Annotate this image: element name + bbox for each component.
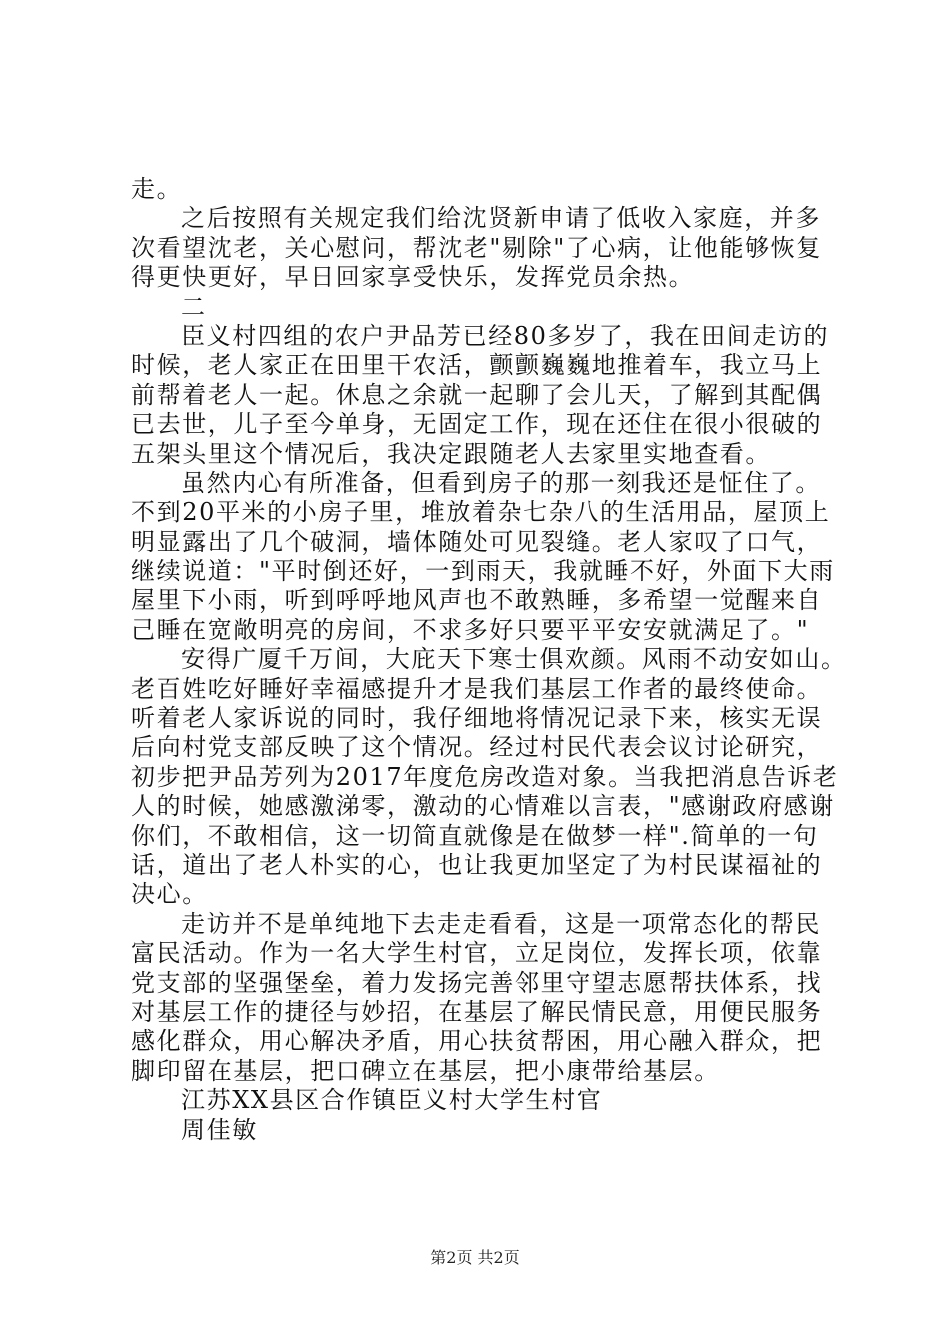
document-body — [131, 175, 847, 1145]
text-line: 前帮着老人一起。休息之余就一起聊了会儿天，了解到其配偶 — [131, 380, 823, 409]
text-line: 初步把尹品芳列为2017年度危房改造对象。当我把消息告诉老 — [131, 762, 839, 791]
text-line: 五架头里这个情况后，我决定跟随老人去家里实地查看。 — [131, 439, 771, 468]
text-line: 感化群众，用心解决矛盾，用心扶贫帮困，用心融入群众，把 — [131, 1027, 823, 1056]
text-line: 走。 — [131, 175, 183, 203]
text-line: 明显露出了几个破洞，墙体随处可见裂缝。老人家叹了口气， — [131, 527, 823, 556]
text-line: 决心。 — [131, 880, 208, 909]
text-line: 虽然内心有所准备，但看到房子的那一刻我还是怔住了。 — [181, 468, 821, 497]
text-line: 不到20平米的小房子里，堆放着杂七杂八的生活用品，屋顶上 — [131, 498, 831, 527]
text-line: 富民活动。作为一名大学生村官，立足岗位，发挥长项，依靠 — [131, 939, 823, 968]
text-line: 安得广厦千万间，大庇天下寒士俱欢颜。风雨不动安如山。 — [181, 645, 847, 674]
text-line: 你们，不敢相信，这一切简直就像是在做梦一样".简单的一句 — [131, 821, 819, 850]
text-line: 臣义村四组的农户尹品芳已经80多岁了，我在田间走访的 — [181, 321, 830, 350]
text-line: 走访并不是单纯地下去走走看看，这是一项常态化的帮民 — [181, 909, 821, 938]
text-line: 后向村党支部反映了这个情况。经过村民代表会议讨论研究， — [131, 733, 823, 762]
text-line: 话，道出了老人朴实的心，也让我更加坚定了为村民谋福祉的 — [131, 850, 823, 879]
text-line: 脚印留在基层，把口碑立在基层，把小康带给基层。 — [131, 1056, 720, 1085]
text-line: 时候，老人家正在田里干农活，颤颤巍巍地推着车，我立马上 — [131, 351, 823, 380]
page-footer: 第2页 共2页 — [430, 1248, 520, 1267]
text-line: 得更快更好，早日回家享受快乐，发挥党员余热。 — [131, 263, 695, 292]
text-line: 党支部的坚强堡垒，着力发扬完善邻里守望志愿帮扶体系，找 — [131, 968, 823, 997]
text-line: 继续说道："平时倒还好，一到雨天，我就睡不好，外面下大雨 — [131, 557, 835, 586]
text-line: 之后按照有关规定我们给沈贤新申请了低收入家庭，并多 — [181, 204, 821, 233]
text-line: 二 — [181, 292, 207, 321]
text-line: 屋里下小雨，听到呼呼地风声也不敢熟睡，多希望一觉醒来自 — [131, 586, 823, 615]
text-line: 己睡在宽敞明亮的房间，不求多好只要平平安安就满足了。" — [131, 615, 810, 644]
text-line: 周佳敏 — [181, 1115, 258, 1144]
text-line: 人的时候，她感激涕零，激动的心情难以言表，"感谢政府感谢 — [131, 792, 835, 821]
text-line: 对基层工作的捷径与妙招，在基层了解民情民意，用便民服务 — [131, 997, 823, 1026]
text-line: 次看望沈老，关心慰问，帮沈老"剔除"了心病，让他能够恢复 — [131, 233, 822, 262]
text-line: 老百姓吃好睡好幸福感提升才是我们基层工作者的最终使命。 — [131, 674, 823, 703]
text-line: 听着老人家诉说的同时，我仔细地将情况记录下来，核实无误 — [131, 704, 823, 733]
text-line: 已去世，儿子至今单身，无固定工作，现在还住在很小很破的 — [131, 410, 823, 439]
text-line: 江苏XX县区合作镇臣义村大学生村官 — [181, 1086, 603, 1115]
